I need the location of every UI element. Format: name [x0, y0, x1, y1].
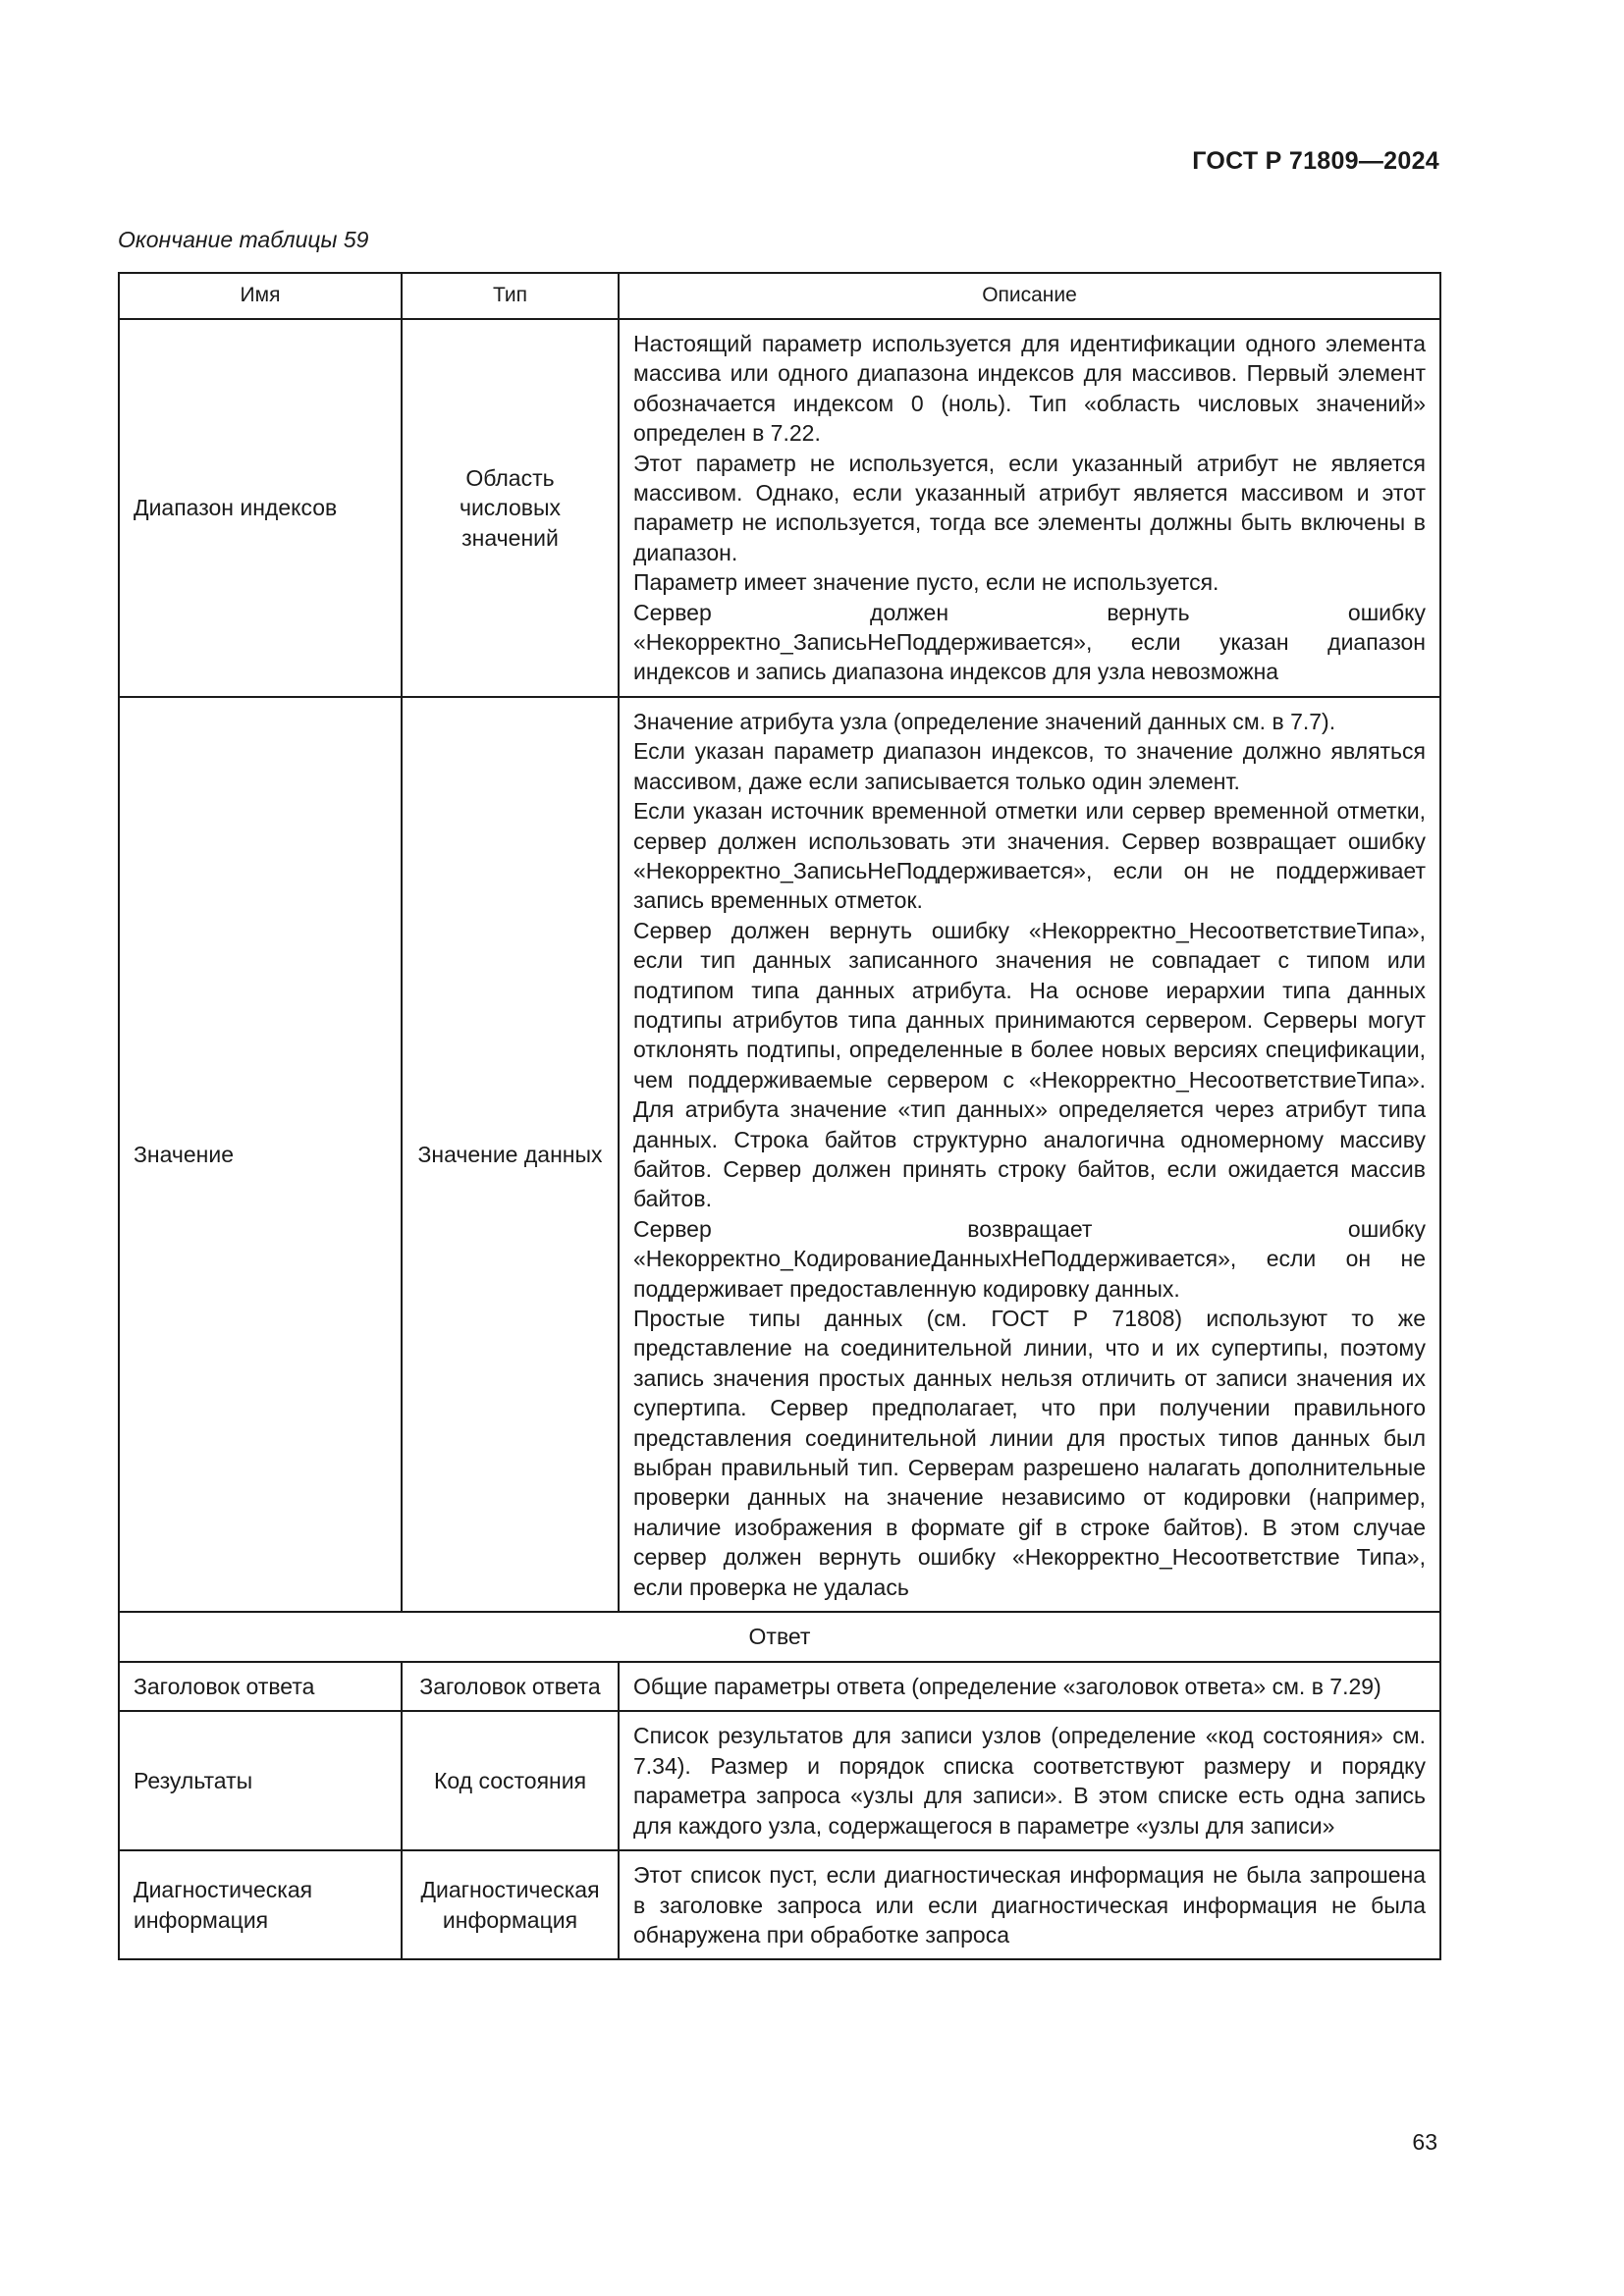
row-name: Значение [119, 697, 402, 1612]
parameters-table [118, 272, 1441, 1960]
row-type: Код состояния [402, 1711, 619, 1850]
row-description: Этот список пуст, если диагностическая информация не была запрошена в заголовке запроса или если диагностическая информация не была обнаружена при обработке запроса [619, 1850, 1440, 1959]
row-description [619, 319, 1440, 697]
row-name: Диапазон индексов [119, 319, 402, 697]
description-paragraph: Значение атрибута узла (определение значений данных см. в 7.7). [633, 708, 1336, 734]
table-section-row [119, 1612, 1440, 1662]
description-paragraph: Если указан источник временной отметки или сервер временной отметки, сервер должен использовать эти значения. Сервер возвращает ошибку «Некорректно_ЗаписьНеПоддерживается», если он не поддерживает запись временных отметок. [633, 798, 1426, 914]
table-row [119, 1850, 1440, 1959]
row-name: Диагностическая информация [119, 1850, 402, 1959]
table-row [119, 319, 1440, 697]
description-paragraph: Простые типы данных (см. ГОСТ Р 71808) используют то же представление на соединительной линии, что и их супертипы, поэтому запись значения простых данных нельзя отличить от записи значения их супертипа. Сервер предполагает, что при получении правильного представления соединительной линии для простых типов данных был выбран правильный тип. Серверам разрешено налагать дополнительные проверки данных на значение независимо от кодировки (например, наличие изображения в формате gif в строке байтов). В этом случае сервер должен вернуть ошибку «Некорректно_Несоответствие Типа», если проверка не удалась [633, 1306, 1426, 1600]
description-paragraph: Настоящий параметр используется для идентификации одного элемента массива или одного диапазона индексов для массивов. Первый элемент обозначается индексом 0 (ноль). Тип «область числовых значений» определен в 7.22. [633, 331, 1426, 447]
table-header-row [119, 273, 1440, 319]
row-type: Диагностическая информация [402, 1850, 619, 1959]
row-type: Область числовых значений [402, 319, 619, 697]
column-header-type: Тип [402, 273, 619, 319]
section-label-response: Ответ [119, 1612, 1440, 1662]
description-paragraph: Сервер возвращает ошибку «Некорректно_КодированиеДанныхНеПоддерживается», если он не поддерживает предоставленную кодировку данных. [633, 1215, 1426, 1302]
row-description [619, 697, 1440, 1612]
standard-designation: ГОСТ Р 71809—2024 [1192, 147, 1439, 175]
column-header-description: Описание [619, 273, 1440, 319]
column-header-name: Имя [119, 273, 402, 319]
table-row [119, 697, 1440, 1612]
row-description: Общие параметры ответа (определение «заголовок ответа» см. в 7.29) [619, 1662, 1440, 1711]
page-number: 63 [1412, 2129, 1437, 2155]
table-row [119, 1662, 1440, 1711]
row-type: Значение данных [402, 697, 619, 1612]
description-paragraph: Параметр имеет значение пусто, если не используется. [633, 569, 1219, 596]
description-paragraph: Сервер должен вернуть ошибку «Некорректно_ЗаписьНеПоддерживается», если указан диапазон индексов и запись диапазона индексов для узла невозможна [633, 599, 1426, 685]
description-paragraph: Сервер должен вернуть ошибку «Некорректно_НесоответствиеТипа», если тип данных записанного значения не совпадает с типом или подтипом типа данных атрибута. На основе иерархии типа данных подтипы атрибутов типа данных принимаются сервером. Серверы могут отклонять подтипы, определенные в более новых версиях спецификации, чем поддерживаемые сервером с «Некорректно_НесоответствиеТипа». Для атрибута значение «тип данных» определяется через атрибут типа данных. Строка байтов структурно аналогична одномерному массиву байтов. Сервер должен принять строку байтов, если ожидается массив байтов. [633, 917, 1426, 1212]
description-paragraph: Если указан параметр диапазон индексов, то значение должно являться массивом, даже если записывается только один элемент. [633, 738, 1426, 794]
row-name: Заголовок ответа [119, 1662, 402, 1711]
row-type: Заголовок ответа [402, 1662, 619, 1711]
table-row [119, 1711, 1440, 1850]
table-caption: Окончание таблицы 59 [118, 227, 369, 252]
row-name: Результаты [119, 1711, 402, 1850]
description-paragraph: Этот параметр не используется, если указанный атрибут не является массивом. Однако, если указанный атрибут является массивом и этот параметр не используется, тогда все элементы должны быть включены в диапазон. [633, 450, 1426, 565]
row-description: Список результатов для записи узлов (определение «код состояния» см. 7.34). Размер и порядок списка соответствуют размеру и порядку параметра запроса «узлы для записи». В этом списке есть одна запись для каждого узла, содержащегося в параметре «узлы для записи» [619, 1711, 1440, 1850]
